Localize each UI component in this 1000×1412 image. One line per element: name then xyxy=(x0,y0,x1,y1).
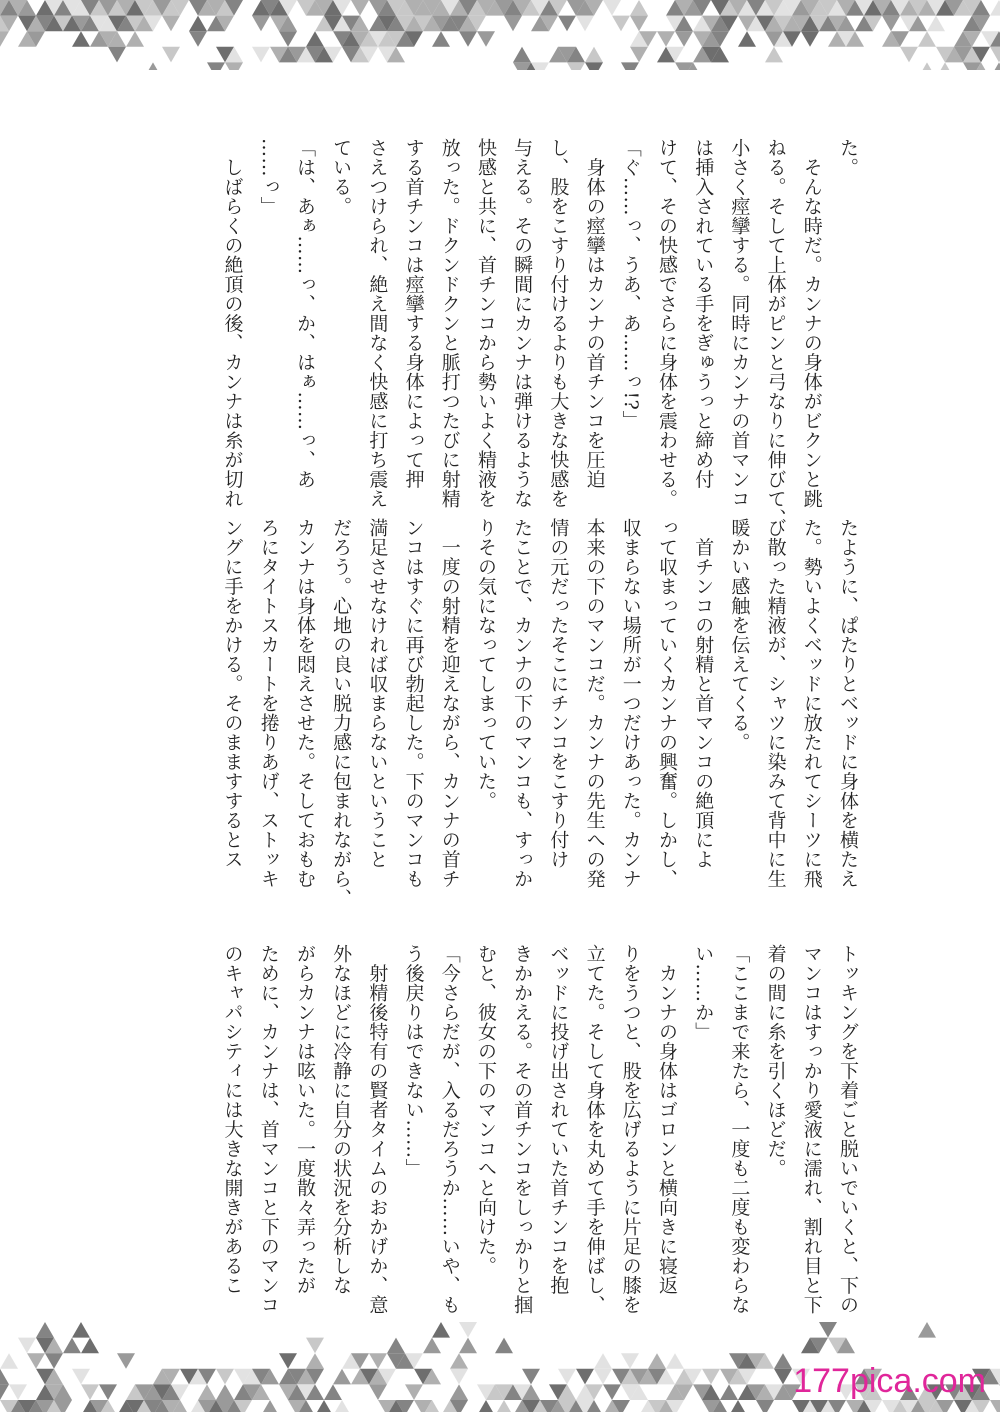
pattern-triangle xyxy=(585,62,603,70)
text-line: りその気になってしまっていた。 xyxy=(474,518,497,811)
pattern-triangle xyxy=(351,0,369,16)
pattern-triangle xyxy=(558,1369,576,1385)
text-line: ベッドに投げ出されていた首チンコを抱 xyxy=(547,944,570,1295)
text-line: た。勢いよくベッドに放たれてシーツに飛 xyxy=(800,518,823,889)
text-line: だろう。心地の良い脱力感に包まれながら、 xyxy=(330,518,353,908)
text-line: び散った精液が、シャツに染みて背中に生 xyxy=(764,518,787,889)
pattern-triangle xyxy=(81,1338,99,1354)
pattern-triangle xyxy=(99,1384,117,1400)
text-line: 「ぐ……っ、うあ、あ……っ!?」 xyxy=(619,138,642,430)
text-column-block-bottom xyxy=(186,944,866,1315)
pattern-triangle xyxy=(126,31,144,47)
text-line: 情の元だったそこにチンコをこすり付け xyxy=(547,518,570,869)
pattern-triangle xyxy=(459,1338,477,1354)
pattern-triangle xyxy=(387,1338,405,1354)
text-line: た。 xyxy=(837,138,859,177)
pattern-triangle xyxy=(459,31,477,47)
pattern-triangle xyxy=(918,31,936,47)
text-line: 「今さらだが、入るだろうか……いや、も xyxy=(438,944,461,1315)
text-line: たことで、カンナの下のマンコも、すっか xyxy=(511,518,534,889)
text-line: そんな時だ。カンナの身体がビクンと跳 xyxy=(800,138,823,509)
pattern-triangle xyxy=(450,1353,468,1369)
pattern-triangle xyxy=(27,1353,45,1369)
pattern-triangle xyxy=(594,1353,612,1369)
text-line: 小さく痙攣する。同時にカンナの首マンコ xyxy=(728,138,751,509)
text-line: ンコはすぐに再び勃起した。下のマンコも xyxy=(402,518,425,889)
text-line: 放った。ドクンドクンと脈打つたびに射精 xyxy=(438,138,461,509)
text-line: 「ここまで来たら、一度も二度も変わらな xyxy=(728,944,751,1315)
pattern-triangle xyxy=(216,1384,234,1400)
pattern-triangle xyxy=(621,62,639,70)
pattern-triangle xyxy=(729,1400,747,1412)
triangle-pattern-top xyxy=(0,0,1000,70)
text-line: さえつけられ、絶え間なく快感に打ち震え xyxy=(366,138,389,509)
pattern-triangle xyxy=(279,1353,297,1369)
pattern-triangle xyxy=(9,1384,27,1400)
pattern-triangle xyxy=(621,1353,639,1369)
text-line: 立てた。そして身体を丸めて手を伸ばし、 xyxy=(583,944,606,1315)
text-line: 与える。その瞬間にカンナは弾けるような xyxy=(511,138,534,509)
text-line: カンナは身体を悶えさせた。そしておもむ xyxy=(293,518,316,889)
pattern-triangle xyxy=(72,31,90,47)
text-line: トッキングを下着ごと脱いでいくと、下の xyxy=(837,944,859,1315)
pattern-triangle xyxy=(927,16,945,32)
watermark: 177pica.com xyxy=(793,1362,986,1400)
pattern-triangle xyxy=(756,1400,774,1412)
pattern-triangle xyxy=(189,16,207,32)
pattern-triangle xyxy=(0,31,9,47)
pattern-triangle xyxy=(189,31,207,47)
pattern-triangle xyxy=(72,1322,90,1338)
pattern-triangle xyxy=(774,1353,792,1369)
pattern-triangle xyxy=(738,31,756,47)
decorative-border-top xyxy=(0,0,1000,70)
pattern-triangle xyxy=(585,47,603,63)
pattern-triangle xyxy=(18,1338,36,1354)
text-line: りをうつと、股を広げるように片足の膝を xyxy=(619,944,642,1315)
text-line: マンコはすっかり愛液に濡れ、割れ目と下 xyxy=(800,944,823,1315)
pattern-triangle xyxy=(207,62,225,70)
text-line: 身体の痙攣はカンナの首チンコを圧迫 xyxy=(583,138,606,489)
pattern-triangle xyxy=(432,1322,450,1338)
pattern-triangle xyxy=(612,16,630,32)
text-line: けて、その快感でさらに身体を震わせる。 xyxy=(655,138,678,509)
text-line: たように、ぱたりとベッドに身体を横たえ xyxy=(837,518,859,889)
pattern-triangle xyxy=(990,1400,1000,1412)
pattern-triangle xyxy=(198,1384,216,1400)
pattern-triangle xyxy=(648,1353,666,1369)
text-line: ングに手をかける。そのまますするとス xyxy=(221,518,244,869)
pattern-triangle xyxy=(567,62,585,70)
pattern-triangle xyxy=(522,1369,540,1385)
text-line: し、股をこすり付けるよりも大きな快感を xyxy=(547,138,570,509)
pattern-triangle xyxy=(990,62,1000,70)
pattern-triangle xyxy=(657,31,675,47)
pattern-triangle xyxy=(432,31,450,47)
pattern-triangle xyxy=(252,16,270,32)
text-line: カンナの身体はゴロンと横向きに寝返 xyxy=(655,944,678,1295)
pattern-triangle xyxy=(666,1353,684,1369)
pattern-triangle xyxy=(306,31,324,47)
text-line: のキャパシティには大きな開きがあるこ xyxy=(221,944,244,1295)
pattern-triangle xyxy=(495,1400,513,1412)
pattern-triangle xyxy=(216,1369,234,1385)
pattern-triangle xyxy=(261,1400,279,1412)
text-line: は挿入されている手をぎゅうっと締め付 xyxy=(692,138,715,489)
text-column-block-top xyxy=(186,138,866,528)
text-line: ために、カンナは、首マンコと下のマンコ xyxy=(257,944,280,1315)
pattern-triangle xyxy=(630,47,648,63)
text-line: ねる。そして上体がピンと弓なりに伸びて、 xyxy=(764,138,787,528)
pattern-triangle xyxy=(675,31,693,47)
pattern-triangle xyxy=(252,47,270,63)
text-line: って収まっていくカンナの興奮。しかし、 xyxy=(655,518,678,889)
pattern-triangle xyxy=(333,1369,351,1385)
pattern-triangle xyxy=(819,1322,837,1338)
pattern-triangle xyxy=(504,16,522,32)
text-line: きかかえる。その首チンコをしっかりと掴 xyxy=(511,944,534,1315)
pattern-triangle xyxy=(36,1322,54,1338)
text-line: 暖かい感触を伝えてくる。 xyxy=(728,518,751,752)
text-line: 着の間に糸を引くほどだ。 xyxy=(764,944,787,1178)
pattern-triangle xyxy=(63,1338,81,1354)
text-column-block-middle xyxy=(186,518,866,908)
pattern-triangle xyxy=(423,1338,441,1354)
pattern-triangle xyxy=(900,47,918,63)
pattern-triangle xyxy=(0,1353,18,1369)
text-line: 快感と共に、首チンコから勢いよく精液を xyxy=(474,138,497,509)
text-line: 首チンコの射精と首マンコの絶頂によ xyxy=(692,518,715,869)
pattern-triangle xyxy=(702,1369,720,1385)
pattern-triangle xyxy=(801,31,819,47)
pattern-triangle xyxy=(882,16,900,32)
pattern-triangle xyxy=(603,0,621,16)
pattern-triangle xyxy=(315,1400,333,1412)
pattern-triangle xyxy=(369,1384,387,1400)
pattern-triangle xyxy=(936,62,954,70)
pattern-triangle xyxy=(45,1353,63,1369)
pattern-triangle xyxy=(630,0,648,16)
pattern-triangle xyxy=(306,1338,324,1354)
text-line: ろにタイトスカートを捲りあげ、ストッキ xyxy=(257,518,280,889)
pattern-triangle xyxy=(594,1369,612,1385)
text-line: い……か」 xyxy=(692,944,715,1042)
pattern-triangle xyxy=(405,1384,423,1400)
pattern-triangle xyxy=(108,47,126,63)
pattern-triangle xyxy=(279,31,297,47)
pattern-triangle xyxy=(459,1322,477,1338)
pattern-triangle xyxy=(162,47,180,63)
text-line: 一度の射精を迎えながら、カンナの首チ xyxy=(438,518,461,889)
pattern-triangle xyxy=(477,31,495,47)
text-line: むと、彼女の下のマンコへと向けた。 xyxy=(474,944,497,1276)
pattern-triangle xyxy=(918,62,936,70)
pattern-triangle xyxy=(369,1353,387,1369)
pattern-triangle xyxy=(603,1384,621,1400)
pattern-triangle xyxy=(774,1369,792,1385)
pattern-triangle xyxy=(324,1384,342,1400)
pattern-triangle xyxy=(990,47,1000,63)
text-line: 本来の下のマンコだ。カンナの先生への発 xyxy=(583,518,606,889)
pattern-triangle xyxy=(765,47,783,63)
text-line: しばらくの絶頂の後、カンナは糸が切れ xyxy=(221,138,244,509)
pattern-triangle xyxy=(144,62,162,70)
pattern-triangle xyxy=(81,1384,99,1400)
text-line: 収まらない場所が一つだけあった。カンナ xyxy=(619,518,642,889)
text-line: する首チンコは痙攣する身体によって押 xyxy=(402,138,425,489)
pattern-triangle xyxy=(576,16,594,32)
pattern-triangle xyxy=(990,0,1000,16)
text-line: がらカンナは呟いた。一度散々弄ったが xyxy=(293,944,316,1295)
pattern-triangle xyxy=(576,1369,594,1385)
pattern-triangle xyxy=(477,1400,495,1412)
text-line: 射精後特有の賢者タイムのおかげか、意 xyxy=(366,944,389,1315)
pattern-triangle xyxy=(630,16,648,32)
text-line: 外なほどに冷静に自分の状況を分析しな xyxy=(330,944,353,1295)
pattern-triangle xyxy=(558,16,576,32)
pattern-triangle xyxy=(306,1353,324,1369)
pattern-triangle xyxy=(918,1322,936,1338)
pattern-triangle xyxy=(333,1400,351,1412)
pattern-triangle xyxy=(450,1384,468,1400)
pattern-triangle xyxy=(0,1369,9,1385)
pattern-triangle xyxy=(0,1384,9,1400)
text-line: 「は、あぁ……っ、か、はぁ……っ、あ xyxy=(293,138,316,489)
pattern-triangle xyxy=(495,1338,513,1354)
pattern-triangle xyxy=(720,1384,738,1400)
text-line: 満足させなければ収まらないということ xyxy=(366,518,389,869)
pattern-triangle xyxy=(162,16,180,32)
text-line: う後戻りはできない……」 xyxy=(402,944,425,1178)
pattern-triangle xyxy=(225,62,243,70)
text-line: ている。 xyxy=(330,138,353,216)
pattern-triangle xyxy=(117,1353,135,1369)
pattern-triangle xyxy=(513,47,531,63)
text-line: ……っ」 xyxy=(257,138,280,216)
pattern-triangle xyxy=(72,1369,90,1385)
pattern-triangle xyxy=(450,1369,468,1385)
